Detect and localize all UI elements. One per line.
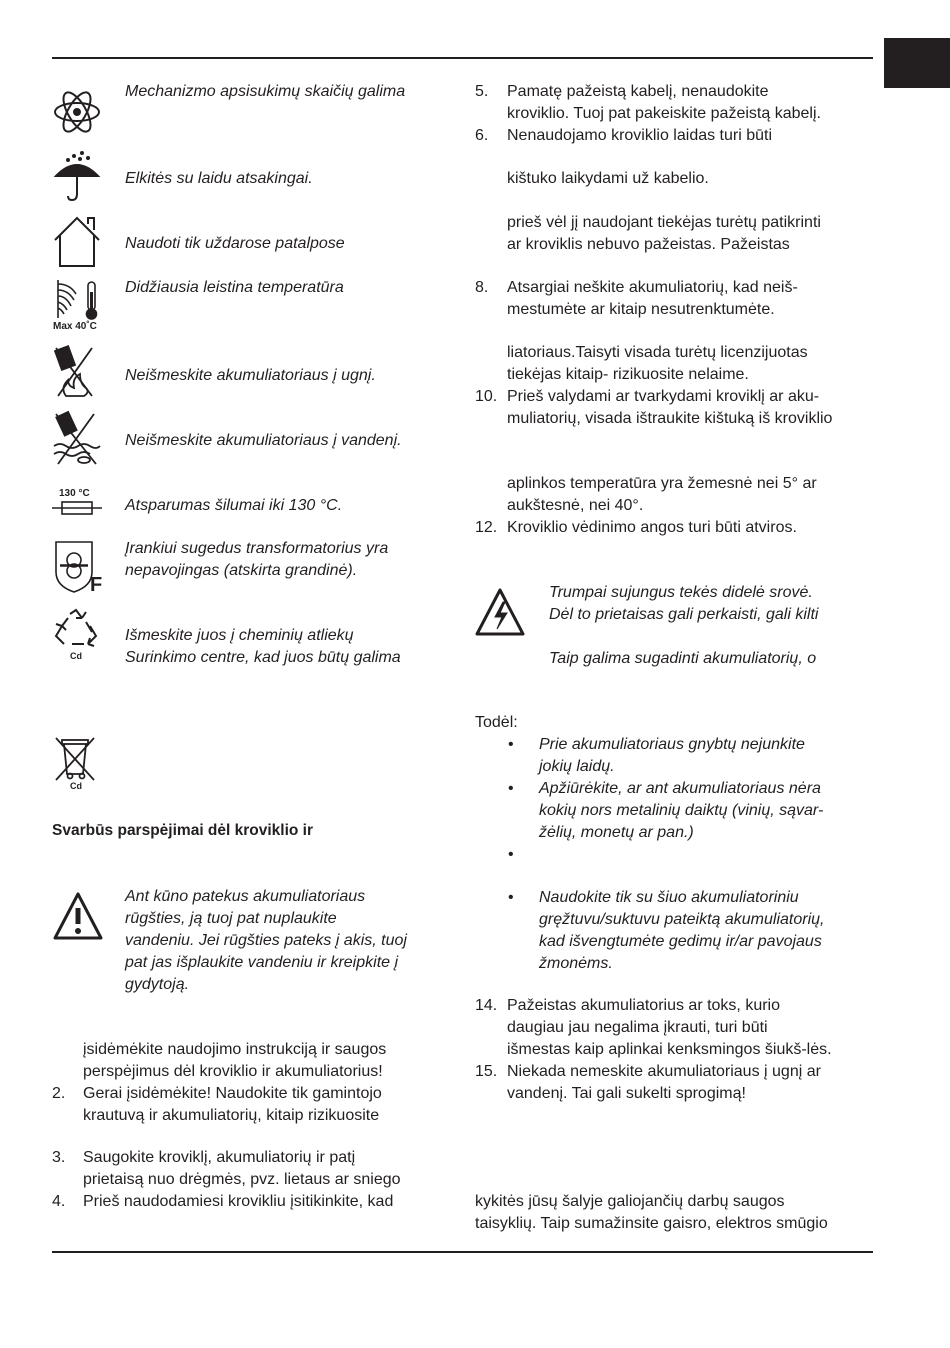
right-item-8-line-2: mestumėte ar kitaip nesutrenktumėte. [507,301,775,318]
left-item-2-number: 2. [52,1085,66,1102]
no-water-battery-icon [52,410,102,466]
symbol-text-indoor: Naudoti tik uždarose patalpose [125,235,345,252]
bottom-right-line-1: kykitės jūsų šalyje galiojančių darbų saugos [475,1193,785,1210]
left-item-3-line-2: prietaisą nuo drėgmės, pvz. lietaus ar sniego [83,1171,401,1188]
short-warning-2: Dėl to prietaisas gali perkaisti, gali kilti [549,606,819,623]
top-rule [52,57,873,59]
right-item-14-number: 14. [475,997,498,1014]
symbol-text-no-fire: Neišmeskite akumuliatoriaus į ugnį. [125,367,376,384]
bullet-3-marker: • [508,846,514,863]
left-item-1-line-1: įsidėmėkite naudojimo instrukciją ir saugos [83,1041,387,1058]
recycle-cd-label: Cd [70,651,82,661]
right-item-14-line-1: Pažeistas akumuliatorius ar toks, kurio [507,997,780,1014]
bullet-1-marker: • [508,736,514,753]
symbol-text-umbrella: Elkitės su laidu atsakingai. [125,170,313,187]
right-item-15-number: 15. [475,1063,498,1080]
left-item-1-line-2: perspėjimus dėl kroviklio ir akumuliatorius! [83,1063,383,1080]
right-item-8-number: 8. [475,279,489,296]
bullet-4-marker: • [508,889,514,906]
atom-rpm-icon [52,84,102,140]
bullet-1-line-1: Prie akumuliatoriaus gnybtų nejunkite [539,736,805,753]
bullet-1-line-2: jokių laidų. [539,758,615,775]
bottom-rule [52,1251,873,1253]
left-item-2-line-2: krautuvą ir akumuliatorių, kitaip rizikuosite [83,1107,380,1124]
right-item-8-line-1: Atsargiai neškite akumuliatorių, kad neiš- [507,279,798,296]
symbol-text-heat: Atsparumas šilumai iki 130 °C. [125,497,343,514]
bin-cd-label: Cd [70,781,82,791]
right-item-12-number: 12. [475,519,498,536]
right-fragment-temp-2: aukštesnė, nei 40°. [507,497,644,514]
right-item-5-line-1: Pamatę pažeistą kabelį, nenaudokite [507,83,769,100]
right-item-10-line-1: Prieš valydami ar tvarkydami kroviklį ar aku- [507,388,820,405]
symbol-text-transformer-1: Įrankiui sugedus transformatorius yra [125,540,389,557]
section-heading: Svarbūs parspėjimai dėl kroviklio ir [52,822,314,839]
bottom-right-line-2: taisyklių. Taip sumažinsite gaisro, elektros smūgio [475,1215,828,1232]
bullet-4-line-1: Naudokite tik su šiuo akumuliatoriniu [539,889,799,906]
bullet-2-line-3: žėlių, monetų ar pan.) [539,824,694,841]
right-item-15-line-2: vandenį. Tai gali sukelti sprogimą! [507,1085,746,1102]
safety-f-label: F [90,574,103,596]
max-temp-label: Max 40˚C [53,321,97,332]
symbol-text-transformer-2: nepavojingas (atskirta grandinė). [125,562,358,579]
bullet-4-line-3: kad išvengtumėte gedimų ir/ar pavojaus [539,933,822,950]
right-item-14-line-2: daugiau jau negalima įkrauti, turi būti [507,1019,768,1036]
recycle-cd-icon [52,608,100,650]
short-warning-4: Taip galima sugadinti akumuliatorių, o [549,650,817,667]
no-fire-battery-icon [52,344,98,398]
right-item-5-number: 5. [475,83,489,100]
right-item-10-number: 10. [475,388,498,405]
left-item-3-line-1: Saugokite kroviklį, akumuliatorių ir patį [83,1149,356,1166]
electric-hazard-icon [474,586,526,638]
acid-warning-5: gydytoją. [125,976,190,993]
left-item-3-number: 3. [52,1149,66,1166]
acid-warning-2: rūgšties, ją tuoj pat nuplaukite [125,910,337,927]
symbol-text-no-water: Neišmeskite akumuliatoriaus į vandenį. [125,432,402,449]
bullet-4-line-4: žmonėms. [539,955,613,972]
right-fragment-temp-1: aplinkos temperatūra yra žemesnė nei 5° ar [507,475,817,492]
right-item-14-line-3: išmestas kaip aplinkai kenksmingos šiukš-lės. [507,1041,832,1058]
todel-label: Todėl: [475,714,518,731]
acid-warning-4: pat jas išplaukite vandeniu ir kreipkite į [125,954,399,971]
right-item-15-line-1: Niekada nemeskite akumuliatoriaus į ugnį ar [507,1063,821,1080]
left-item-4-line-1: Prieš naudodamiesi krovikliu įsitikinkite, kad [83,1193,394,1210]
bullet-2-line-2: kokių nors metalinių daiktų (vinių, sąvar- [539,802,824,819]
right-item-12-line-1: Kroviklio vėdinimo angos turi būti atviros. [507,519,797,536]
bullet-2-marker: • [508,780,514,797]
symbol-text-rpm: Mechanizmo apsisukimų skaičių galima [125,83,406,100]
right-fragment-repair-1: liatoriaus.Taisyti visada turėtų licenzijuotas [507,344,808,361]
acid-warning-1: Ant kūno patekus akumuliatoriaus [125,888,366,905]
right-fragment-plug: kištuko laikydami už kabelio. [507,170,709,187]
right-item-6-number: 6. [475,127,489,144]
bullet-4-line-2: gręžtuvu/suktuvu pateiktą akumuliatorių, [539,911,825,928]
acid-warning-3: vandeniu. Jei rūgšties pateks į akis, tuoj [125,932,407,949]
left-item-2-line-1: Gerai įsidėmėkite! Naudokite tik gamintojo [83,1085,382,1102]
right-fragment-repair-2: tiekėjas kitaip- rizikuosite nelaime. [507,366,749,383]
short-warning-1: Trumpai sujungus tekės didelė srovė. [549,584,813,601]
bullet-2-line-1: Apžiūrėkite, ar ant akumuliatoriaus nėra [539,780,821,797]
umbrella-rain-icon [52,150,102,204]
symbol-text-max-temp: Didžiausia leistina temperatūra [125,279,344,296]
right-fragment-check-1: prieš vėl jį naudojant tiekėjas turėtų patikrinti [507,214,821,231]
right-item-6-line-1: Nenaudojamo kroviklio laidas turi būti [507,127,773,144]
symbol-text-recycle-2: Surinkimo centre, kad juos būtų galima [125,649,401,666]
fuse-label: 130 °C [59,488,90,499]
right-fragment-check-2: ar kroviklis nebuvo pažeistas. Pažeistas [507,236,790,253]
crossed-bin-cd-icon [52,734,100,782]
right-item-5-line-2: kroviklio. Tuoj pat pakeiskite pažeistą kabelį. [507,105,821,122]
warning-triangle-icon [52,890,104,942]
right-item-10-line-2: muliatorių, visada ištraukite kištuką iš kroviklio [507,410,833,427]
house-indoor-icon [52,214,102,268]
symbol-text-recycle-1: Išmeskite juos į cheminių atliekų [125,627,354,644]
section-tab [884,38,950,88]
left-item-4-number: 4. [52,1193,66,1210]
